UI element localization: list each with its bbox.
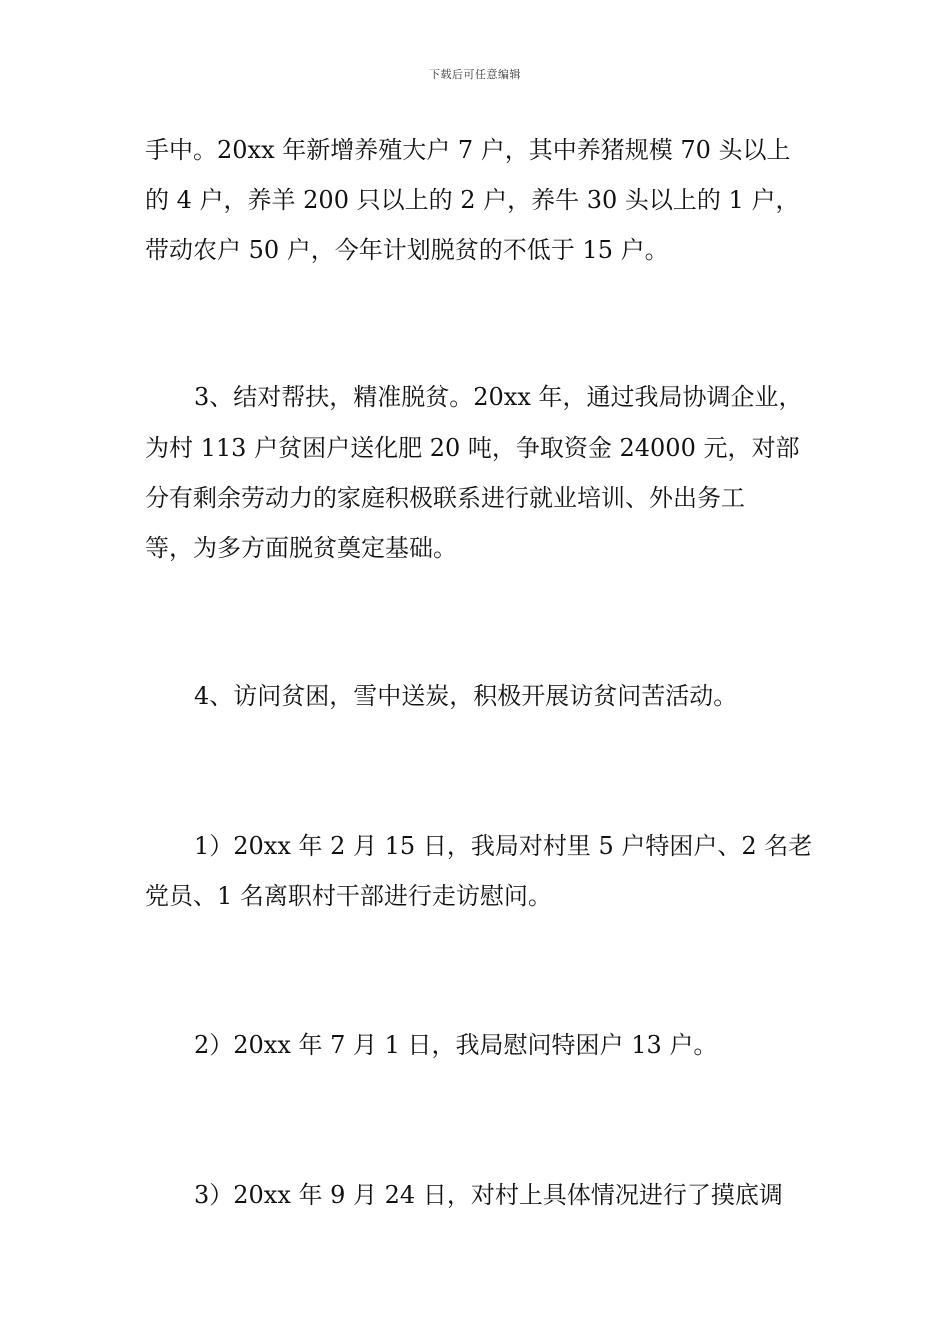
- paragraph-line: 3、结对帮扶，精准脱贫。20xx 年，通过我局协调企业，: [194, 383, 803, 411]
- paragraph-line: 等，为多方面脱贫奠定基础。: [145, 534, 457, 562]
- paragraph-line: 党员、1 名离职村干部进行走访慰问。: [145, 882, 552, 910]
- paragraph-line: 4、访问贫困，雪中送炭，积极开展访贫问苦活动。: [194, 682, 738, 710]
- paragraph-line: 2）20xx 年 7 月 1 日，我局慰问特困户 13 户。: [194, 1031, 718, 1059]
- paragraph-line: 为村 113 户贫困户送化肥 20 吨，争取资金 24000 元，对部: [145, 434, 800, 462]
- paragraph-line: 1）20xx 年 2 月 15 日，我局对村里 5 户特困户、2 名老: [194, 832, 813, 860]
- paragraph-line: 带动农户 50 户，今年计划脱贫的不低于 15 户。: [145, 236, 669, 264]
- paragraph-line: 手中。20xx 年新增养殖大户 7 户，其中养猪规模 70 头以上: [145, 136, 791, 164]
- paragraph-line: 分有剩余劳动力的家庭积极联系进行就业培训、外出务工: [145, 484, 745, 512]
- page-header: 下载后可任意编辑: [429, 68, 521, 81]
- paragraph-line: 3）20xx 年 9 月 24 日，对村上具体情况进行了摸底调: [194, 1181, 783, 1209]
- paragraph-line: 的 4 户，养羊 200 只以上的 2 户，养牛 30 头以上的 1 户，: [145, 186, 800, 214]
